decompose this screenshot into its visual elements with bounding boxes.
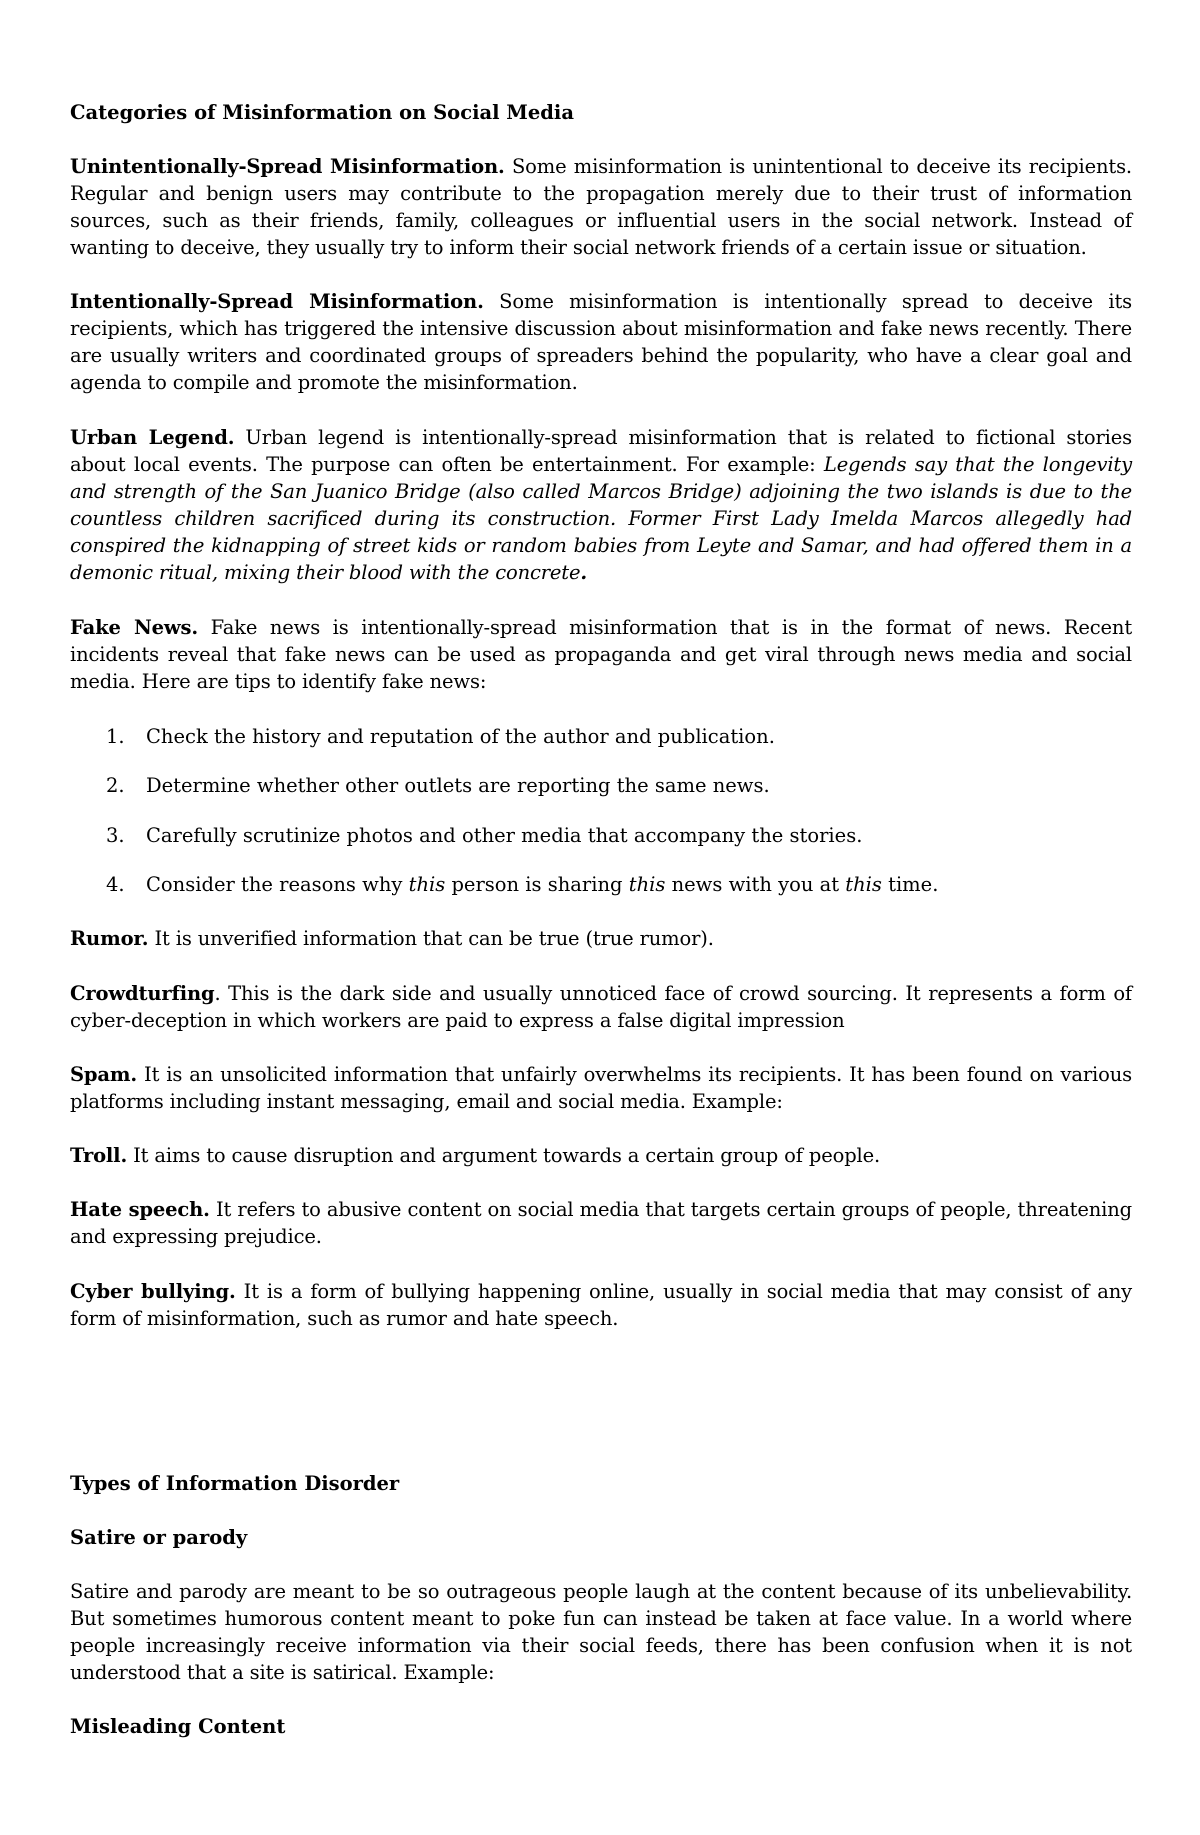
list-item-number: 1. xyxy=(106,725,125,748)
list-item-number: 4. xyxy=(106,873,125,896)
list-item-text: Determine whether other outlets are reporting the same news. xyxy=(146,774,770,797)
text-cyber-bullying: It is a form of bullying happening online, usually in social media that may consist of any form of misinformation, such as rumor and hate speech. xyxy=(70,1280,1132,1330)
term-spam: Spam. xyxy=(70,1063,138,1086)
term-crowdturfing: Crowdturfing xyxy=(70,982,215,1005)
list-item-number: 3. xyxy=(106,824,125,847)
text-intentional: Some misinformation is intentionally spread to deceive its recipients, which has triggered the intensive discussion about misinformation and fake news recently. There are usually writers and coordinated groups of spreaders behind the popularity, who have a clear goal and agenda to compile and promote the misinformation. xyxy=(70,290,1132,394)
list-item-text: Carefully scrutinize photos and other media that accompany the stories. xyxy=(146,824,863,847)
list-item-text: Check the history and reputation of the author and publication. xyxy=(146,725,775,748)
list-item-emphasis: this xyxy=(845,873,882,896)
list-item-emphasis: this xyxy=(408,873,446,896)
list-item xyxy=(106,772,1106,799)
term-troll: Troll. xyxy=(70,1144,128,1167)
paragraph-fake-news xyxy=(70,614,1132,695)
list-item-text: Consider the reasons why xyxy=(146,873,409,896)
list-item xyxy=(106,723,1106,750)
paragraph-hate-speech xyxy=(70,1196,1132,1250)
text-troll: It aims to cause disruption and argument towards a certain group of people. xyxy=(127,1144,881,1167)
paragraph-rumor xyxy=(70,925,1132,952)
term-fake-news: Fake News. xyxy=(70,616,198,639)
text-spam: It is an unsolicited information that unfairly overwhelms its recipients. It has been found on various platforms including instant messaging, email and social media. Example: xyxy=(70,1063,1132,1113)
list-item-text: news with you at xyxy=(665,873,846,896)
subheading-misleading-content: Misleading Content xyxy=(70,1715,286,1738)
section-title-categories: Categories of Misinformation on Social Media xyxy=(70,101,574,124)
list-item-number: 2. xyxy=(106,774,125,797)
text-rumor: It is unverified information that can be true (true rumor). xyxy=(148,927,714,950)
list-item-emphasis: this xyxy=(628,873,666,896)
section-title-information-disorder: Types of Information Disorder xyxy=(70,1472,400,1495)
paragraph-spam xyxy=(70,1061,1132,1115)
paragraph-satire: Satire and parody are meant to be so outrageous people laugh at the content because of its unbelievability. But sometimes humorous content meant to poke fun can instead be taken at face value. In a world where people increasingly receive information via their social feeds, there has been confusion when it is not understood that a site is satirical. Example: xyxy=(70,1580,1132,1684)
paragraph-urban-legend xyxy=(70,424,1132,586)
text-fake-news: Fake news is intentionally-spread misinformation that is in the format of news. Recent incidents reveal that fake news can be used as propaganda and get viral through news media and social media. Here are tips to identify fake news: xyxy=(70,616,1133,693)
list-item xyxy=(106,871,1106,898)
example-urban-legend: Legends say that the longevity and strength of the San Juanico Bridge (also called Marcos Bridge) adjoining the two islands is due to the countless children sacrificed during its construction. Former First Lady Imelda Marcos allegedly had conspired the kidnapping of street kids or random babies from Leyte and Samar, and had offered them in a demonic ritual, mixing their blood with the concrete xyxy=(70,453,1132,584)
paragraph-troll xyxy=(70,1142,1132,1169)
term-hate-speech: Hate speech. xyxy=(70,1198,210,1221)
paragraph-intentional xyxy=(70,288,1132,396)
term-cyber-bullying: Cyber bullying. xyxy=(70,1280,236,1303)
text-unintentional: Some misinformation is unintentional to deceive its recipients. Regular and benign users may contribute to the propagation merely due to their trust of information sources, such as their friends, family, colleagues or influential users in the social network. Instead of wanting to deceive, they usually try to inform their social network friends of a certain issue or situation. xyxy=(70,155,1132,259)
list-item xyxy=(106,822,1106,849)
term-unintentional: Unintentionally-Spread Misinformation. xyxy=(70,155,505,178)
term-urban-legend: Urban Legend. xyxy=(70,426,235,449)
list-item-text: time. xyxy=(881,873,939,896)
term-intentional: Intentionally-Spread Misinformation. xyxy=(70,290,484,313)
text-urban-legend: Urban legend is intentionally-spread misinformation that is related to fictional stories about local events. The purpose can often be entertainment. For example: xyxy=(70,426,1132,476)
paragraph-unintentional xyxy=(70,153,1132,261)
text-crowdturfing: . This is the dark side and usually unnoticed face of crowd sourcing. It represents a form of cyber-deception in which workers are paid to express a false digital impression xyxy=(70,982,1132,1032)
paragraph-cyber-bullying xyxy=(70,1278,1132,1332)
paragraph-crowdturfing xyxy=(70,980,1132,1034)
example-urban-legend-end: . xyxy=(580,561,588,584)
text-hate-speech: It refers to abusive content on social media that targets certain groups of people, threatening and expressing prejudice. xyxy=(70,1198,1132,1248)
subheading-satire: Satire or parody xyxy=(70,1526,248,1549)
list-item-text: person is sharing xyxy=(445,873,629,896)
term-rumor: Rumor. xyxy=(70,927,149,950)
